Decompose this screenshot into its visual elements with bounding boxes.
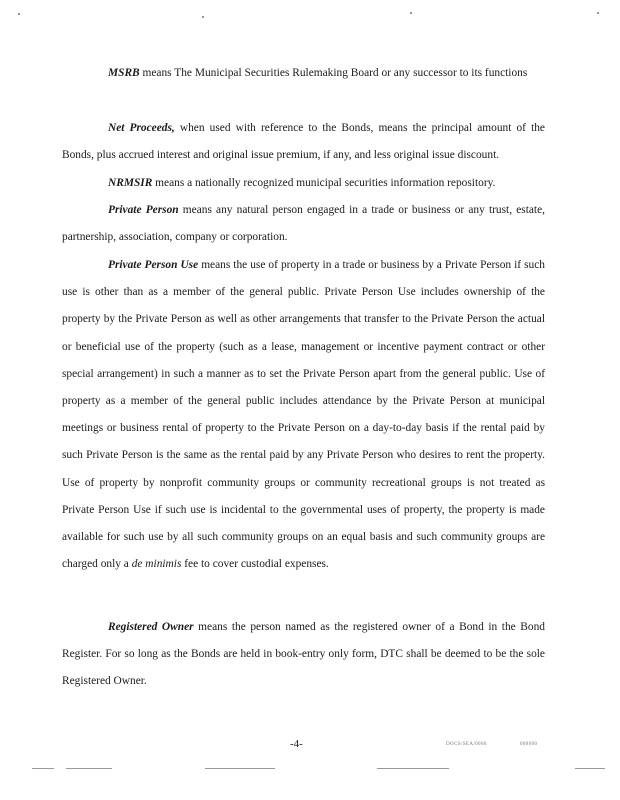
defined-term: Private Person Use (108, 259, 199, 271)
defined-term: Private Person (108, 204, 179, 216)
scan-line (32, 768, 54, 769)
definition-text: means any natural person engaged in a trade or business or any trust, estate, partnership, association, company or corporation. (62, 204, 545, 244)
scan-speck (410, 12, 412, 14)
scan-line (377, 768, 449, 769)
defined-term: Registered Owner (108, 621, 194, 633)
document-code-suffix: 000000 (520, 742, 538, 747)
scan-speck (597, 12, 599, 14)
definition-text: means The Municipal Securities Rulemaking Board or any successor to its functions (139, 67, 528, 79)
definition-msrb (62, 60, 545, 87)
definition-text: when used with reference to the Bonds, means the principal amount of the Bonds, plus accrued interest and original issue premium, if any, and less original issue discount. (62, 122, 545, 162)
page-number: -4- (290, 738, 303, 750)
definition-registered-owner (62, 614, 545, 696)
defined-term: Net Proceeds, (108, 122, 175, 134)
definition-nrmsir (62, 170, 545, 197)
italic-phrase: de minimis (131, 558, 182, 571)
definition-text-end: fee to cover custodial expenses. (181, 558, 329, 571)
scan-line (205, 768, 275, 769)
definition-private-person-use (62, 252, 545, 578)
defined-term: MSRB (108, 67, 140, 79)
defined-term: NRMSIR (108, 177, 153, 189)
definition-private-person (62, 197, 545, 251)
definition-text: means the use of property in a trade or business by a Private Person if such use is other than as a member of the general public. Private Person Use includes ownership of the property by the Private Person as well as other arrangements that transfer to the Private Person the actual or beneficial use of the property (such as a lease, management or incentive payment contract or other special arrangement) in such a manner as to set the Private Person apart from the general public. Use of property as a member of the general public includes attendance by the Private Person at municipal meetings or business rental of property to the Private Person on a day-to-day basis if the rental paid by such Private Person is the same as the rental paid by any Private Person who desires to rent the property. Use of property by nonprofit community groups or community recreational groups is not treated as Private Person Use if such use is incidental to the governmental uses of property, the property is made available for such use by all such community groups on an equal basis and such community groups are charged only a (62, 259, 545, 571)
definition-text: means the person named as the registered owner of a Bond in the Bond Register. For so long as the Bonds are held in book-entry only form, DTC shall be deemed to be the sole Registered Owner. (62, 621, 545, 688)
scan-line (575, 768, 605, 769)
scan-speck (18, 13, 20, 15)
definition-net-proceeds (62, 115, 545, 169)
definition-text: means a nationally recognized municipal securities information repository. (152, 177, 496, 189)
scan-speck (202, 16, 204, 18)
scan-line (66, 768, 112, 769)
document-code: DOCS/SEA/0000 (446, 742, 487, 747)
